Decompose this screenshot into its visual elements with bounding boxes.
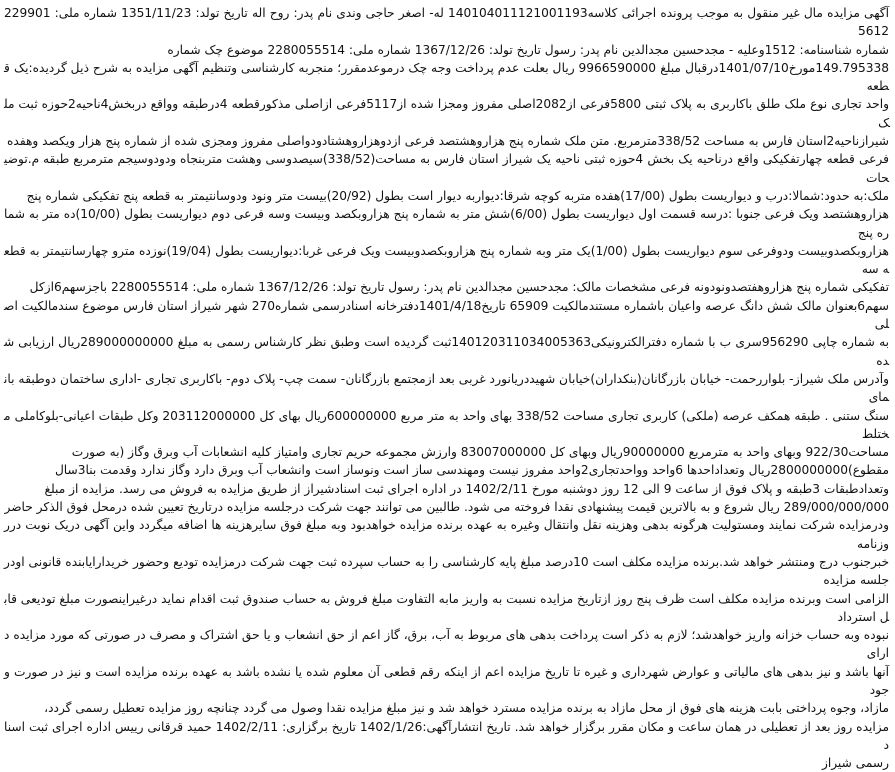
notice-line: فرعی قطعه چهارتفکیکی واقع درناحیه یک بخش 4حوزه ثبتی ناحیه یک شیراز استان فارس به مساحت(338/52)سیصدوسی وهشت متربنجاه ودودوسیجم مترمربع طبقه م.توضیحات (4, 152, 889, 185)
notice-line: خبرجنوب درج ومنتشر خواهد شد.برنده مزایده مکلف است 10درصد مبلغ پایه کارشناسی را به حساب سپرده ثبت جهت شرکت درمزایده تودیع وحضور خریدارایابنده قانونی اودرجلسه مزایده (4, 554, 889, 588)
notice-line: شیرازناحیه2استان فارس به مساحت 338/52مترمربع. متن ملک شماره پنج هزاروهشتصد فرعی ازدوهزاروهشتادودواصلی مفروز ومجزی شده از شماره پنج هزار ویکصد وهفده (7, 134, 889, 149)
notice-line: مزایده روز بعد از تعطیلی در همان ساعت و مکان مقرر برگزار خواهد شد. تاریخ انتشارآگهی:1402/1/26 تاریخ برگزاری: 1402/2/11 حمید قرقانی رییس اداره اجرای ثبت اسناد (4, 719, 889, 752)
notice-line: آنها باشد و نیز بدهی های مالیاتی و عوارض شهرداری و غیره تا تاریخ مزایده اعم از اینکه رقم قطعی آن معلوم شده یا نشده باشد به عهده برنده مزایده است و نیز در صورت وجود (4, 664, 889, 697)
notice-line: 149.795338مورخ1401/07/10درقبال مبلغ 9966590000 ریال بعلت عدم پرداخت وجه چک درموعدمقرر؛ منجربه کارشناسی وتنظیم آگهی مزایده به شرح ذیل گردیده:یک قطعه (4, 60, 889, 94)
notice-line: مازاد، وجوه پرداختی بابت هزینه های فوق از محل مازاد به برنده مزایده مسترد خواهد شد و نیز مبلغ مزایده نقدا وصول می گردد چنانچه روز مزایده تعطیل رسمی گردد، (44, 701, 889, 716)
notice-line: ملک:به حدود:شمالا:درب و دیواریست بطول (17/00)هفده متربه کوچه شرقا:دیواربه دیوار است بطول (20/92)بیست متر ونود ودوسانتیمتر به قطعه پنج تفکیکی شماره پنج (26, 188, 889, 203)
notice-line: وآدرس ملک شیراز- بلواررحمت- خیابان بازرگانان(بنکداران)خیابان شهیددریانورد غربی بعد ازمجتمع بازرگانان- سمت چپ- پلاک دوم- باکاربری تجاری -اداری ساختمان دوطبقه بانمای (4, 371, 889, 405)
notice-line: هزاروبکصدوبیست ودوفرعی سوم دیواریست بطول (1/00)یک متر وبه شماره پنج هزاروبکصدوبیست ویک فرعی غربا:دیواریست بطول (19/04)نوزده مترو چهارسانتیمتر به قطعه سه (4, 243, 889, 277)
notice-line: تفکیکی شماره پنج هزاروهفتصدونودونه فرعی مشخصات مالک: مجدحسین مجدالدین نام پدر: رسول تاریخ تولد: 1367/12/26 شماره ملی: 2280055514 باجزسهم6ازکل (29, 280, 889, 295)
notice-line: سهم6بعنوان مالک شش دانگ عرصه واعیان باشماره مستندمالکیت 65909 تاریخ1401/4/18دفترخانه اسنادرسمی شماره270 شهر شیراز استان فارس موضوع سندمالکیت اصلی (4, 298, 889, 332)
notice-line: ودرمزایده شرکت نمایند ومستولیت هرگونه بدهی وهزینه نقل وانتقال وغیره به عهده برنده مزایده خواهدبود وبه مبلغ فوق سایرهزینه ها اضافه میگردد واین آگهی دریک نوبت درروزنامه (4, 518, 889, 551)
notice-line: هزاروهشتصد ویک فرعی جنوبا :درسه قسمت اول دیواریست بطول (6/00)شش متر به شماره پنج هزاروبکصد وبیست وسه فرعی دوم دیواریست بطول (10/00)ده متر به شماره پنج (4, 207, 889, 240)
notice-line: شماره شناسنامه: 1512وعلیه - مجدحسین مجدالدین نام پدر: رسول تاریخ تولد: 1367/12/26 شماره ملی: 2280055514 موضوع چک شماره (167, 42, 889, 57)
notice-line: واحد تجاری نوع ملک طلق باکاربری به پلاک ثبتی 5800فرعی از2082اصلی مفروز ومجزا شده از5117فرعی ازاصلی مذکورقطعه 4درطبقه وواقع دربخش4ناحیه2حوزه ثبت ملک (4, 97, 889, 130)
notice-line: وتعدادطبقات 3طبقه و پلاک فوق از ساعت 9 الی 12 روز دوشنبه مورخ 1402/2/11 در اداره اجرای ثبت اسنادشیراز از طریق مزایده به فروش می رسد. مزایده از مبلغ (44, 481, 889, 496)
notice-line: آگهی مزایده مال غیر منقول به موجب پرونده اجرائی کلاسه140104011121001193 له- اصغر حاجی وندی نام پدر: روح اله تاریخ تولد: 1351/11/23 شماره ملی: 2299015612 (4, 6, 889, 39)
notice-line: الزامی است وبرنده مزایده مکلف است ظرف پنج روز ازتاریخ مزایده نسبت به واریز مابه التفاوت مبلغ فروش به حساب صندوق ثبت اقدام نماید درغیراینصورت مبلغ تودیعی قابل استرداد (4, 591, 889, 624)
notice-line: مقطوع)2800000000ریال وتعداداحدها 6واحد وواحدتجاری2واحد مفروز نیست ومهندسی ساز است ونوساز است وانشعاب آب وبرق دارد وگاز ندارد وقدمت بنا3سال (54, 463, 889, 478)
notice-line: سنگ ستنی . طبقه همکف عرصه (ملکی) کاربری تجاری مساحت 338/52 بهای واحد به متر مربع 600000000ریال بهای کل 203112000000 وکل طبقات اعیانی-بلوکاملی مختلط (4, 408, 889, 441)
auction-notice-text (4, 4, 889, 771)
notice-line: رسمی شیراز (821, 756, 889, 771)
notice-line: 289/000/000/000 ریال شروع و به بالاترین قیمت پیشنهادی نقدا فروخته می شود. طالبین می توانند جهت شرکت درجلسه مزایده درتاریخ تعیین شده درمحل فوق الذکر حاضر (4, 500, 889, 515)
notice-line: نبوده وبه حساب خزانه واریز خواهدشد؛ لازم به ذکر است پرداخت بدهی های مربوط به آب، برق، گاز اعم از حق انشعاب و یا حق اشتراک و مصرف در صورتی که مورد مزایده دارای (4, 628, 889, 661)
notice-line: مساحت922/30 وبهای واحد به مترمربع 90000000ریال وبهای کل 83007000000 وارزش مجموعه حریم تجاری وامتیاز کلیه انشعابات آب وبرق وگاز (به صورت (71, 445, 889, 460)
notice-line: به شماره چاپی 956290سری ب با شماره دفترالکترونیکی140120311034005363ثبت گردیده است وطبق نظر کارشناس رسمی به مبلغ 289000000000ریال ارزیابی شده (4, 335, 889, 368)
